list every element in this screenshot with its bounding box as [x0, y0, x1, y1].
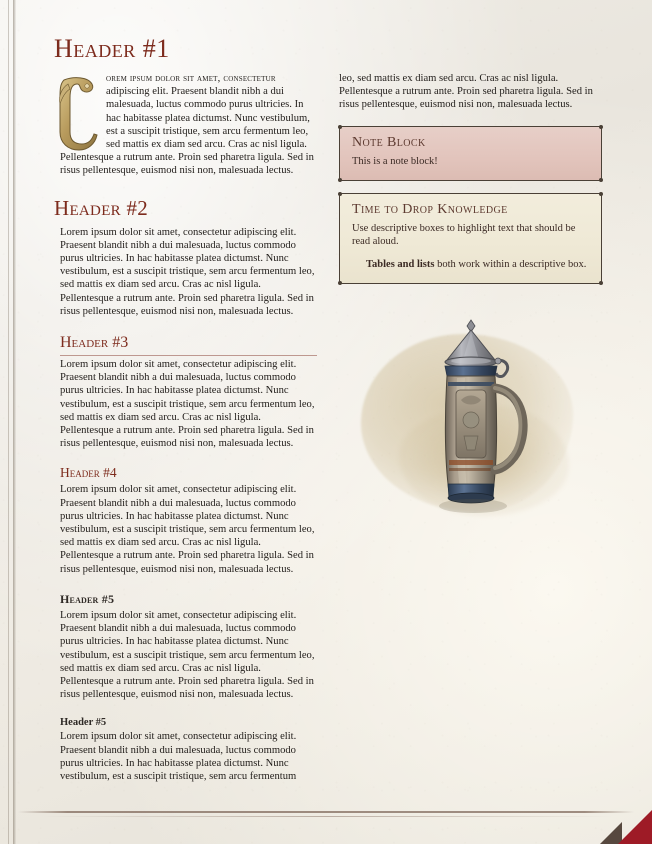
page-edge-line-outer [8, 0, 9, 844]
corner-dot-icon [338, 281, 342, 285]
descriptive-block-bold-lead: Tables and lists [366, 258, 435, 270]
paragraph-under-h2: Lorem ipsum dolor sit amet, consectetur adipiscing elit. Praesent blandit nibh a dui malesuada, luctus commodo purus ultricies. In hac habitasse platea dictumst. Nunc vestibulum, est a suscipit tristique, sem arcu fermentum leo, sed mattis ex diam sed arcu. Cras ac nisl ligula. Pellentesque a rutrum ante. Proin sed pharetra ligula. Sed in risus pellentesque, euismod nisi non, malesuada lectus. [60, 226, 315, 317]
intro-rest: adipiscing elit. Praesent blandit nibh a dui malesuada, luctus commodo purus ultricies. In hac habitasse platea dictumst. Nunc vestibulum, est a suscipit tristique, sem arcu fermentum leo, sed mattis ex diam sed arcu. Cras ac nisl ligula. Pellentesque a rutrum ante. Proin sed pharetra ligula. Sed in risus pellentesque, euismod nisi non, malesuada lectus. [60, 86, 314, 177]
paragraph-under-h5: Lorem ipsum dolor sit amet, consectetur adipiscing elit. Praesent blandit nibh a dui malesuada, luctus commodo purus ultricies. In hac habitasse platea dictumst. Nunc vestibulum, est a suscipit tristique, sem arcu fermentum leo, sed mattis ex diam sed arcu. Cras ac nisl ligula. Pellentesque a rutrum ante. Proin sed pharetra ligula. Sed in risus pellentesque, euismod nisi non, malesuada lectus. [60, 609, 315, 701]
column-right [339, 72, 602, 783]
page-content [54, 34, 602, 783]
corner-accent-red [618, 810, 652, 844]
column-left [54, 72, 317, 783]
footer-rule [18, 811, 634, 813]
corner-dot-icon [338, 178, 342, 182]
corner-accent-dark [600, 822, 622, 844]
corner-dot-icon [338, 192, 342, 196]
right-column-continuation: leo, sed mattis ex diam sed arcu. Cras ac nisl ligula. Pellentesque a rutrum ante. Proin sed pharetra ligula. Sed in risus pellentesque, euismod nisi non, malesuada lectus. [339, 73, 593, 111]
corner-dot-icon [599, 281, 603, 285]
corner-dot-icon [599, 178, 603, 182]
heading-4: Header #4 [60, 465, 117, 481]
beer-stein-illustration [409, 316, 539, 521]
note-block-text: This is a note block! [352, 155, 438, 167]
descriptive-block-title: Time to Drop Knowledge [352, 201, 508, 217]
corner-dot-icon [599, 192, 603, 196]
heading-6: Header #5 [60, 717, 107, 729]
heading-2: Header #2 [54, 195, 149, 220]
page-title: Header #1 [54, 34, 170, 63]
two-column-layout [54, 72, 602, 783]
intro-paragraph-block [54, 72, 317, 178]
descriptive-block-text: Use descriptive boxes to highlight text that should be read aloud. [352, 222, 576, 248]
paragraph-under-h3: Lorem ipsum dolor sit amet, consectetur adipiscing elit. Praesent blandit nibh a dui malesuada, luctus commodo purus ultricies. In hac habitasse platea dictumst. Nunc vestibulum, est a suscipit tristique, sem arcu fermentum leo, sed mattis ex diam sed arcu. Cras ac nisl ligula. Pellentesque a rutrum ante. Proin sed pharetra ligula. Sed in risus pellentesque, euismod nisi non, malesuada lectus. [60, 359, 315, 450]
note-block [339, 126, 602, 181]
corner-dot-icon [599, 125, 603, 129]
corner-dot-icon [338, 125, 342, 129]
illustration-area [339, 310, 602, 525]
descriptive-block-second-line [352, 258, 589, 272]
drop-cap-letter-icon [54, 74, 100, 150]
heading-3: Header #3 [60, 334, 317, 356]
paragraph-under-h4: Lorem ipsum dolor sit amet, consectetur adipiscing elit. Praesent blandit nibh a dui malesuada, luctus commodo purus ultricies. In hac habitasse platea dictumst. Nunc vestibulum, est a suscipit tristique, sem arcu fermentum leo, sed mattis ex diam sed arcu. Cras ac nisl ligula. Pellentesque a rutrum ante. Proin sed pharetra ligula. Sed in risus pellentesque, euismod nisi non, malesuada lectus. [60, 484, 315, 575]
footer-flourish [0, 784, 652, 844]
footer-rule-secondary [40, 816, 612, 817]
descriptive-block-text-rest: both work within a descriptive box. [434, 258, 587, 270]
descriptive-block [339, 193, 602, 285]
note-block-title: Note Block [352, 134, 426, 150]
heading-5: Header #5 [60, 591, 115, 606]
paragraph-under-h6: Lorem ipsum dolor sit amet, consectetur adipiscing elit. Praesent blandit nibh a dui malesuada, luctus commodo purus ultricies. In hac habitasse platea dictumst. Nunc vestibulum, est a suscipit tristique, sem arcu fermentum [60, 731, 297, 782]
intro-small-caps-lead: orem ipsum dolor sit amet, consectetur [106, 73, 276, 84]
page-edge-line [13, 0, 16, 844]
